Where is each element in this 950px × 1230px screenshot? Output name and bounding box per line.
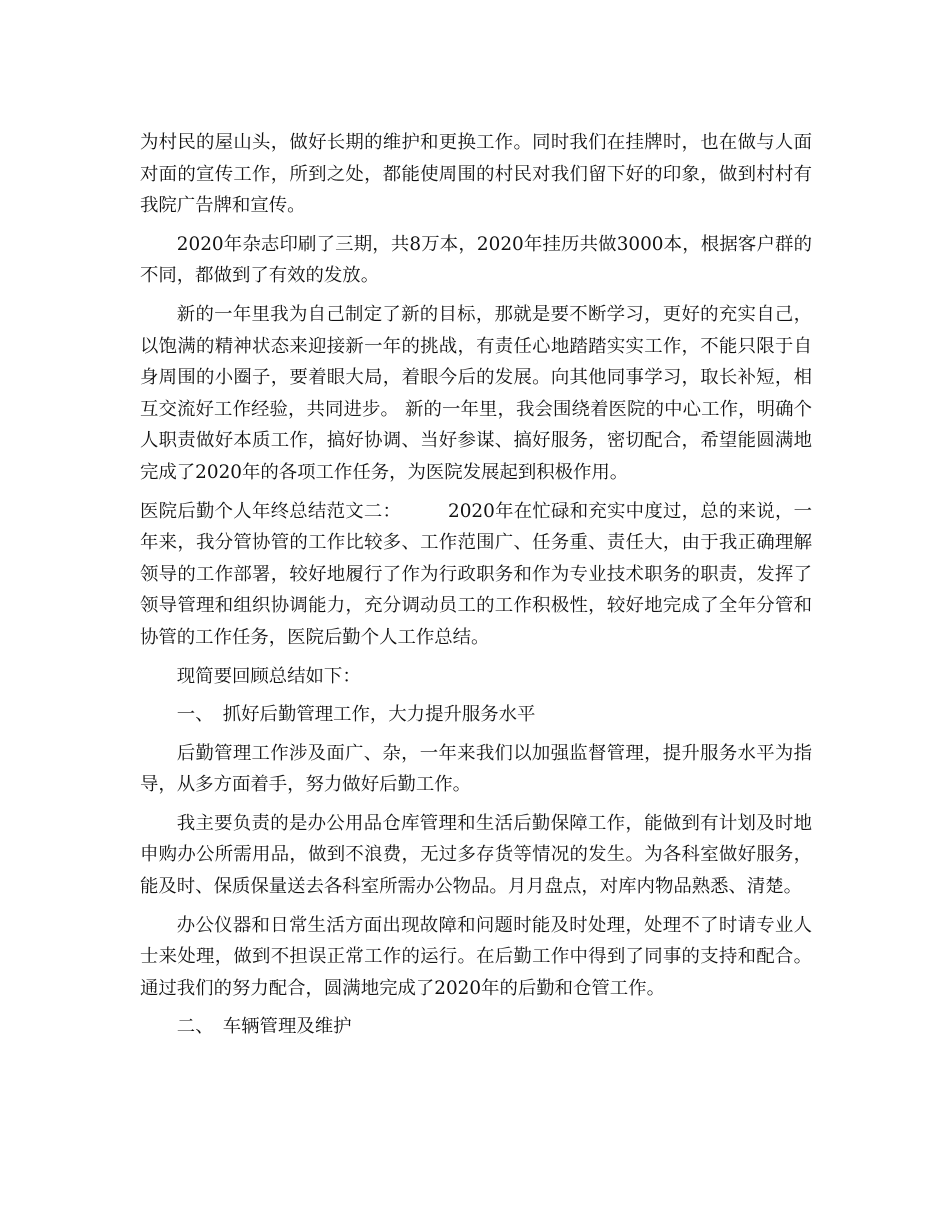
paragraph-7: 后勤管理工作涉及面广、杂，一年来我们以加强监督管理，提升服务水平为指导，从多方面着手，努力做好后勤工作。 bbox=[140, 742, 812, 796]
paragraph-4: 医院后勤个人年终总结范文二： 2020年在忙碌和充实中度过，总的来说，一年来，我分管协管的工作比较多、工作范围广、任务重、责任大，由于我正确理解领导的工作部署，较好地履行了作为行政职务和作为专业技术职务的职责，发挥了领导管理和组织协调能力，充分调动员工的工作积极性，较好地完成了全年分管和协管的工作任务，医院后勤个人工作总结。 bbox=[140, 500, 812, 648]
paragraph-2: 2020年杂志印刷了三期，共8万本，2020年挂历共做3000本，根据客户群的不同，都做到了有效的发放。 bbox=[140, 233, 812, 287]
paragraph-8: 我主要负责的是办公用品仓库管理和生活后勤保障工作，能做到有计划及时地申购办公所需用品，做到不浪费，无过多存货等情况的发生。为各科室做好服务，能及时、保质保量送去各科室所需办公物品。月月盘点，对库内物品熟悉、清楚。 bbox=[140, 812, 812, 898]
paragraph-5: 现简要回顾总结如下： bbox=[176, 665, 361, 687]
document-body bbox=[140, 127, 812, 1050]
paragraph-9: 办公仪器和日常生活方面出现故障和问题时能及时处理，处理不了时请专业人士来处理，做到不担误正常工作的运行。在后勤工作中得到了同事的支持和配合。通过我们的努力配合，圆满地完成了2020年的后勤和仓管工作。 bbox=[140, 914, 812, 999]
paragraph-3: 新的一年里我为自己制定了新的目标，那就是要不断学习，更好的充实自己，以饱满的精神状态来迎接新一年的挑战，有责任心地踏踏实实工作，不能只限于自身周围的小圈子，要着眼大局，着眼今后的发展。向其他同事学习，取长补短，相互交流好工作经验，共同进步。 新的一年里，我会围绕着医院的中心工作，明确个人职责做好本质工作，搞好协调、当好参谋、搞好服务，密切配合，希望能圆满地完成了2020年的各项工作任务，为医院发展起到积极作用。 bbox=[140, 303, 812, 483]
paragraph-1: 为村民的屋山头，做好长期的维护和更换工作。同时我们在挂牌时，也在做与人面对面的宣传工作，所到之处，都能使周围的村民对我们留下好的印象，做到村村有我院广告牌和宣传。 bbox=[140, 132, 812, 217]
section-heading-1: 一、 抓好后勤管理工作，大力提升服务水平 bbox=[176, 704, 536, 726]
section-heading-2: 二、 车辆管理及维护 bbox=[176, 1016, 352, 1038]
